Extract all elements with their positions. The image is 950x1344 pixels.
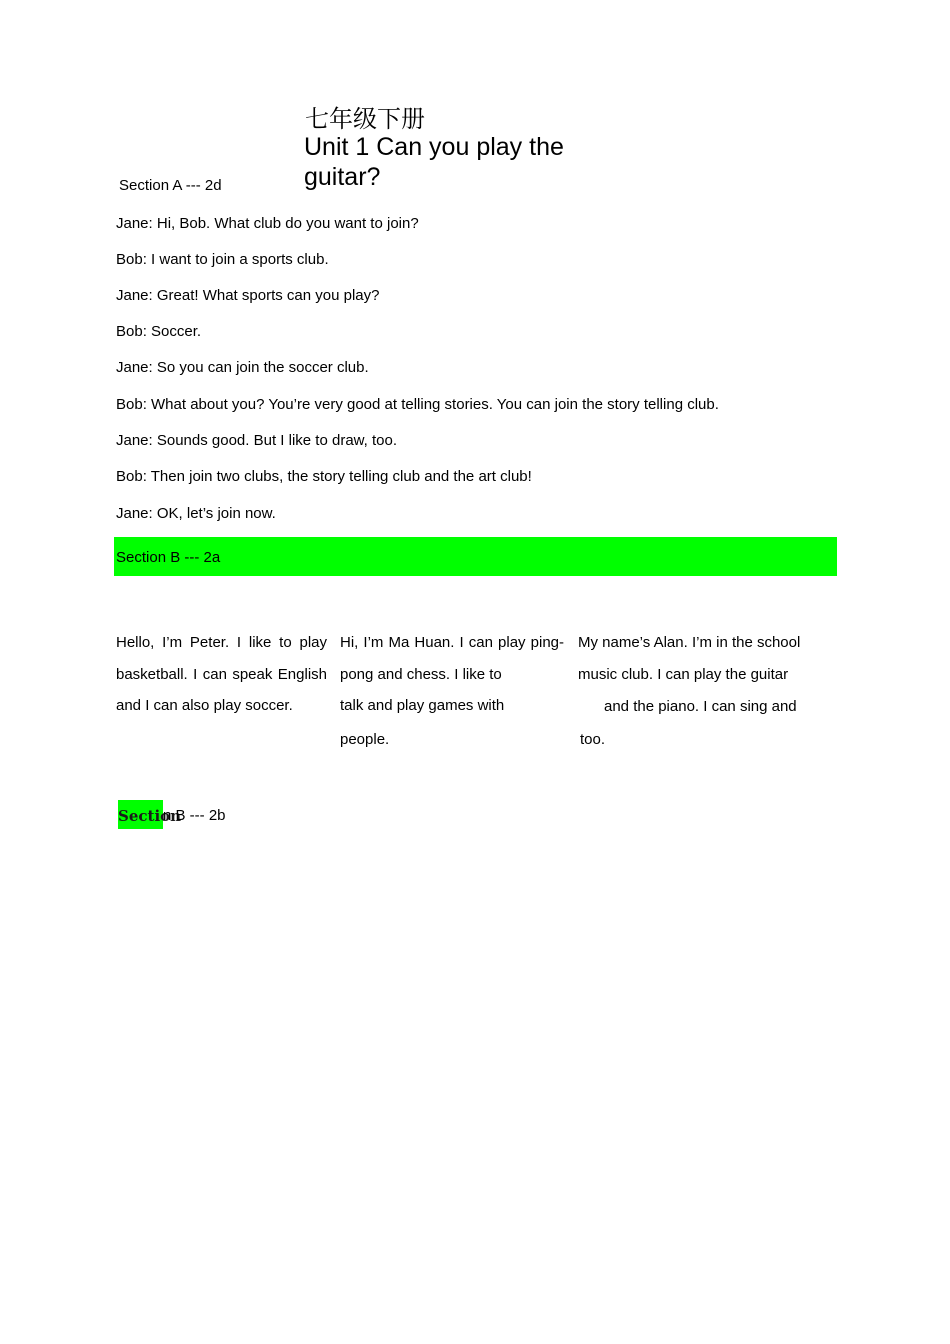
- title-chinese: 七年级下册: [305, 105, 425, 133]
- dialog-line: Bob: Then join two clubs, the story telling club and the art club!: [116, 468, 532, 485]
- section-b-2b-label-highlighted: Section: [118, 807, 182, 825]
- passage-alan-line: music club. I can play the guitar: [578, 666, 789, 683]
- section-b-2a-label: Section B --- 2a: [116, 549, 221, 566]
- passage-peter: Hello, I’m Peter. I like to play basketball. I can speak English and I can also play soccer.: [116, 634, 327, 714]
- passage-alan-line: and the piano. I can sing and: [604, 698, 797, 715]
- dialog-line: Jane: Hi, Bob. What club do you want to join?: [116, 215, 419, 232]
- dialog-line: Jane: So you can join the soccer club.: [116, 359, 369, 376]
- title-english: Unit 1 Can you play the guitar?: [304, 133, 564, 191]
- section-b-2b-label: n B --- 2b: [163, 807, 226, 824]
- dialog-line: Jane: OK, let’s join now.: [116, 505, 276, 522]
- passage-alan-line: My name’s Alan. I’m in the school: [578, 634, 801, 651]
- passage-ma-huan-justified: Hi, I’m Ma Huan. I can play ping-pong and chess. I like to: [340, 634, 564, 683]
- passage-ma-huan-line: talk and play games with: [340, 697, 505, 714]
- passage-alan-line: too.: [580, 731, 606, 748]
- dialog-line: Bob: I want to join a sports club.: [116, 251, 329, 268]
- dialog-line: Jane: Great! What sports can you play?: [116, 287, 380, 304]
- dialog-line: Jane: Sounds good. But I like to draw, too.: [116, 432, 398, 449]
- passage-ma-huan-line: people.: [340, 731, 390, 748]
- dialog-line: Bob: Soccer.: [116, 323, 202, 340]
- section-b-2a-banner: [114, 537, 837, 576]
- dialog-line: Bob: What about you? You’re very good at telling stories. You can join the story telling club.: [116, 396, 719, 413]
- section-a-label: Section A --- 2d: [119, 177, 222, 194]
